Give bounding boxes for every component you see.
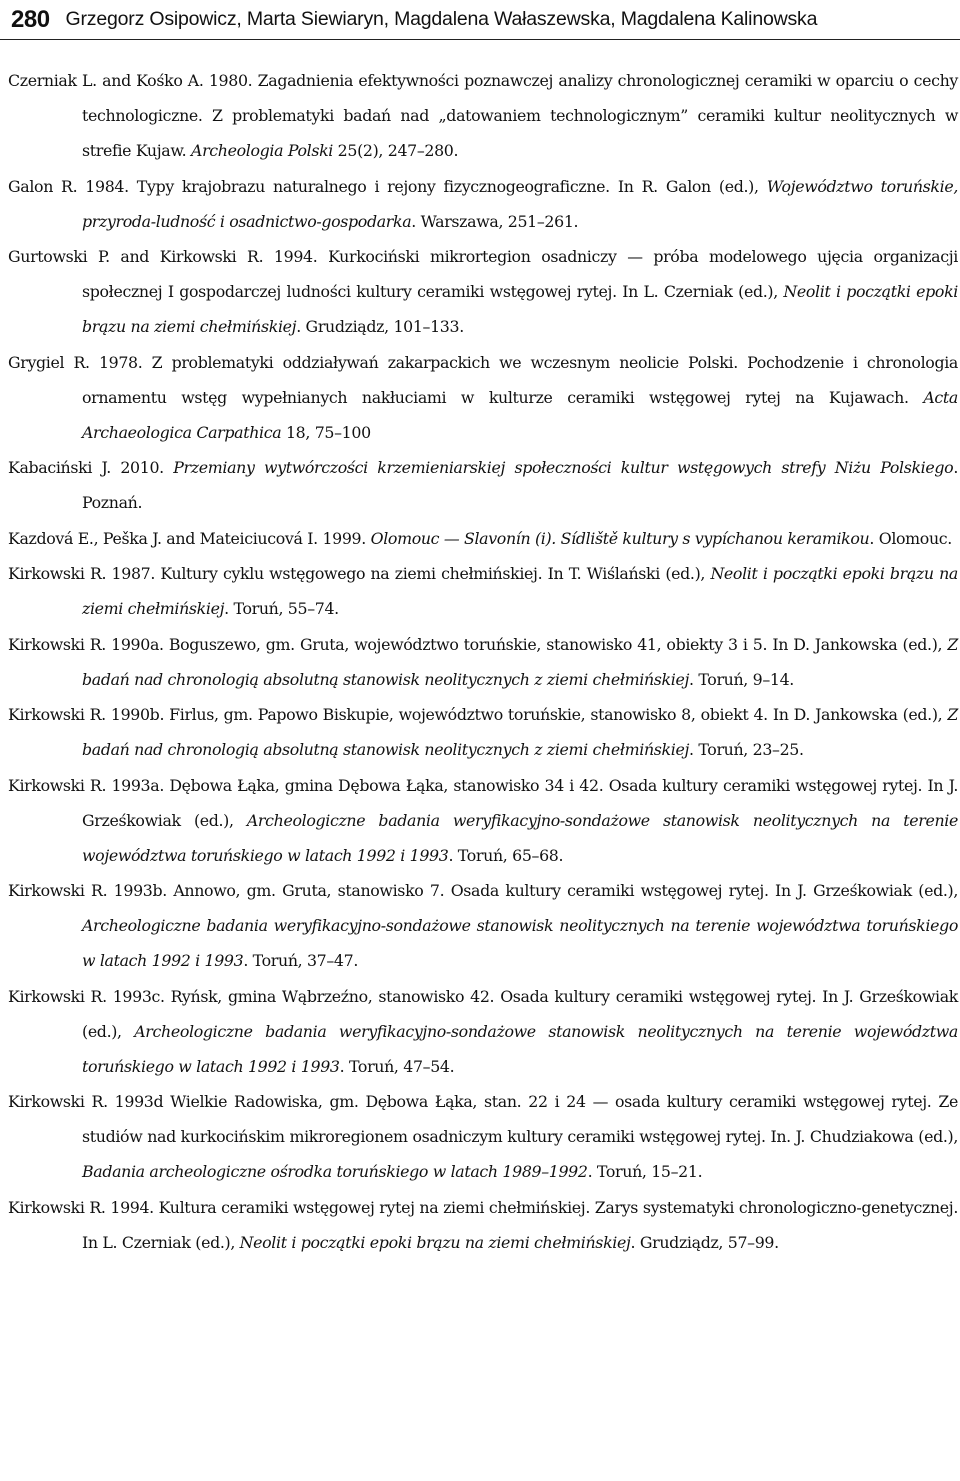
reference-title: Olomouc — Slavonín (i). Sídliště kultury s vypíchanou keramikou xyxy=(370,528,870,548)
reference-title: Województwo toruńskie, przyroda-ludność i osadnictwo-gospodarka xyxy=(82,176,958,231)
reference-title: Neolit i początki epoki brązu na ziemi chełmińskiej xyxy=(82,564,958,618)
reference-title: Przemiany wytwórczości krzemieniarskiej społeczności kultur wstęgowych strefy Niżu Polskiego xyxy=(173,458,954,477)
page-number: 280 xyxy=(11,5,50,33)
reference-title: Archeologiczne badania weryfikacyjno-sondażowe stanowisk neolitycznych na terenie województwa toruńskiego w latach 1992 i 1993 xyxy=(82,1021,958,1076)
reference-title: Neolit i początki epoki brązu na ziemi chełmińskiej xyxy=(82,282,958,336)
reference-title: Z badań nad chronologią absolutną stanowisk neolitycznych z ziemi chełmińskiej xyxy=(82,705,958,759)
reference-entry: Kirkowski R. 1987. Kultury cyklu wstęgowego na ziemi chełmińskiej. In T. Wiślański (ed.), Neolit i początki epoki brązu na ziemi chełmińskiej. Toruń, 55–74. xyxy=(8,564,958,618)
reference-title: Archeologiczne badania weryfikacyjno-sondażowe stanowisk neolitycznych na terenie województwa toruńskiego w latach 1992 i 1993 xyxy=(82,810,958,865)
reference-entry: Czerniak L. and Kośko A. 1980. Zagadnienia efektywności poznawczej analizy chronologicznej ceramiki w oparciu o cechy technologiczne. Z problematyki badań nad „datowaniem technologicznym” ceramiki kultur neolitycznych w strefie Kujaw. Archeologia Polski 25(2), 247–280. xyxy=(8,71,958,160)
running-header xyxy=(0,0,960,40)
reference-list xyxy=(8,63,958,1260)
reference-title: Archeologia Polski xyxy=(191,141,334,160)
reference-title: Neolit i początki epoki brązu na ziemi chełmińskiej xyxy=(239,1232,631,1252)
reference-entry: Kirkowski R. 1993a. Dębowa Łąka, gmina Dębowa Łąka, stanowisko 34 i 42. Osada kultury ceramiki wstęgowej rytej. In J. Grześkowiak (ed.), Archeologiczne badania weryfikacyjno-sondażowe stanowisk neolitycznych na terenie województwa toruńskiego w latach 1992 i 1993. Toruń, 65–68. xyxy=(8,775,958,865)
reference-entry: Kirkowski R. 1993b. Annowo, gm. Gruta, stanowisko 7. Osada kultury ceramiki wstęgowej rytej. In J. Grześkowiak (ed.), Archeologiczne badania weryfikacyjno-sondażowe stanowisk neolitycznych na terenie województwa toruńskiego w latach 1992 i 1993. Toruń, 37–47. xyxy=(8,881,958,970)
reference-title: Badania archeologiczne ośrodka toruńskiego w latach 1989–1992 xyxy=(82,1162,588,1181)
reference-entry: Gurtowski P. and Kirkowski R. 1994. Kurkociński mikrortegion osadniczy — próba modelowego ujęcia organizacji społecznej I gospodarczej ludności kultury ceramiki wstęgowej rytej. In L. Czerniak (ed.), Neolit i początki epoki brązu na ziemi chełmińskiej. Grudziądz, 101–133. xyxy=(8,247,958,336)
reference-entry: Kirkowski R. 1993c. Ryńsk, gmina Wąbrzeźno, stanowisko 42. Osada kultury ceramiki wstęgowej rytej. In J. Grześkowiak (ed.), Archeologiczne badania weryfikacyjno-sondażowe stanowisk neolitycznych na terenie województwa toruńskiego w latach 1992 i 1993. Toruń, 47–54. xyxy=(8,986,958,1076)
reference-entry: Galon R. 1984. Typy krajobrazu naturalnego i rejony fizycznogeograficzne. In R. Galon (ed.), Województwo toruńskie, przyroda-ludność i osadnictwo-gospodarka. Warszawa, 251–261. xyxy=(8,176,958,231)
reference-title: Archeologiczne badania weryfikacyjno-sondażowe stanowisk neolitycznych na terenie województwa toruńskiego w latach 1992 i 1993 xyxy=(82,916,958,970)
reference-entry: Grygiel R. 1978. Z problematyki oddziaływań zakarpackich we wczesnym neolicie Polski. Pochodzenie i chronologia ornamentu wstęg wypełnianych nakłuciami w kulturze ceramiki wstęgowej rytej na Kujawach. Acta Archaeologica Carpathica 18, 75–100 xyxy=(8,352,958,442)
reference-entry: Kirkowski R. 1990b. Firlus, gm. Papowo Biskupie, województwo toruńskie, stanowisko 8, obiekt 4. In D. Jankowska (ed.), Z badań nad chronologią absolutną stanowisk neolitycznych z ziemi chełmińskiej. Toruń, 23–25. xyxy=(8,705,958,759)
reference-entry: Kirkowski R. 1993d Wielkie Radowiska, gm. Dębowa Łąka, stan. 22 i 24 — osada kultury ceramiki wstęgowej rytej. Ze studiów nad kurkocińskim mikroregionem osadniczym kultury ceramiki wstęgowej rytej. In. J. Chudziakowa (ed.), Badania archeologiczne ośrodka toruńskiego w latach 1989–1992. Toruń, 15–21. xyxy=(8,1092,958,1181)
reference-entry: Kirkowski R. 1990a. Boguszewo, gm. Gruta, województwo toruńskie, stanowisko 41, obiekty 3 i 5. In D. Jankowska (ed.), Z badań nad chronologią absolutną stanowisk neolitycznych z ziemi chełmińskiej. Toruń, 9–14. xyxy=(8,634,958,689)
reference-title: Z badań nad chronologią absolutną stanowisk neolitycznych z ziemi chełmińskiej xyxy=(82,634,958,689)
reference-entry: Kirkowski R. 1994. Kultura ceramiki wstęgowej rytej na ziemi chełmińskiej. Zarys systematyki chronologiczno-genetycznej. In L. Czerniak (ed.), Neolit i początki epoki brązu na ziemi chełmińskiej. Grudziądz, 57–99. xyxy=(8,1197,958,1252)
running-header-authors: Grzegorz Osipowicz, Marta Siewiaryn, Magdalena Wałaszewska, Magdalena Kalinowska xyxy=(65,7,818,30)
reference-title: Acta Archaeologica Carpathica xyxy=(82,387,958,442)
reference-entry: Kabaciński J. 2010. Przemiany wytwórczości krzemieniarskiej społeczności kultur wstęgowych strefy Niżu Polskiego. Poznań. xyxy=(8,458,958,512)
reference-entry: Kazdová E., Peška J. and Mateiciucová I. 1999. Olomouc — Slavonín (i). Sídliště kultury s vypíchanou keramikou. Olomouc. xyxy=(8,528,952,548)
